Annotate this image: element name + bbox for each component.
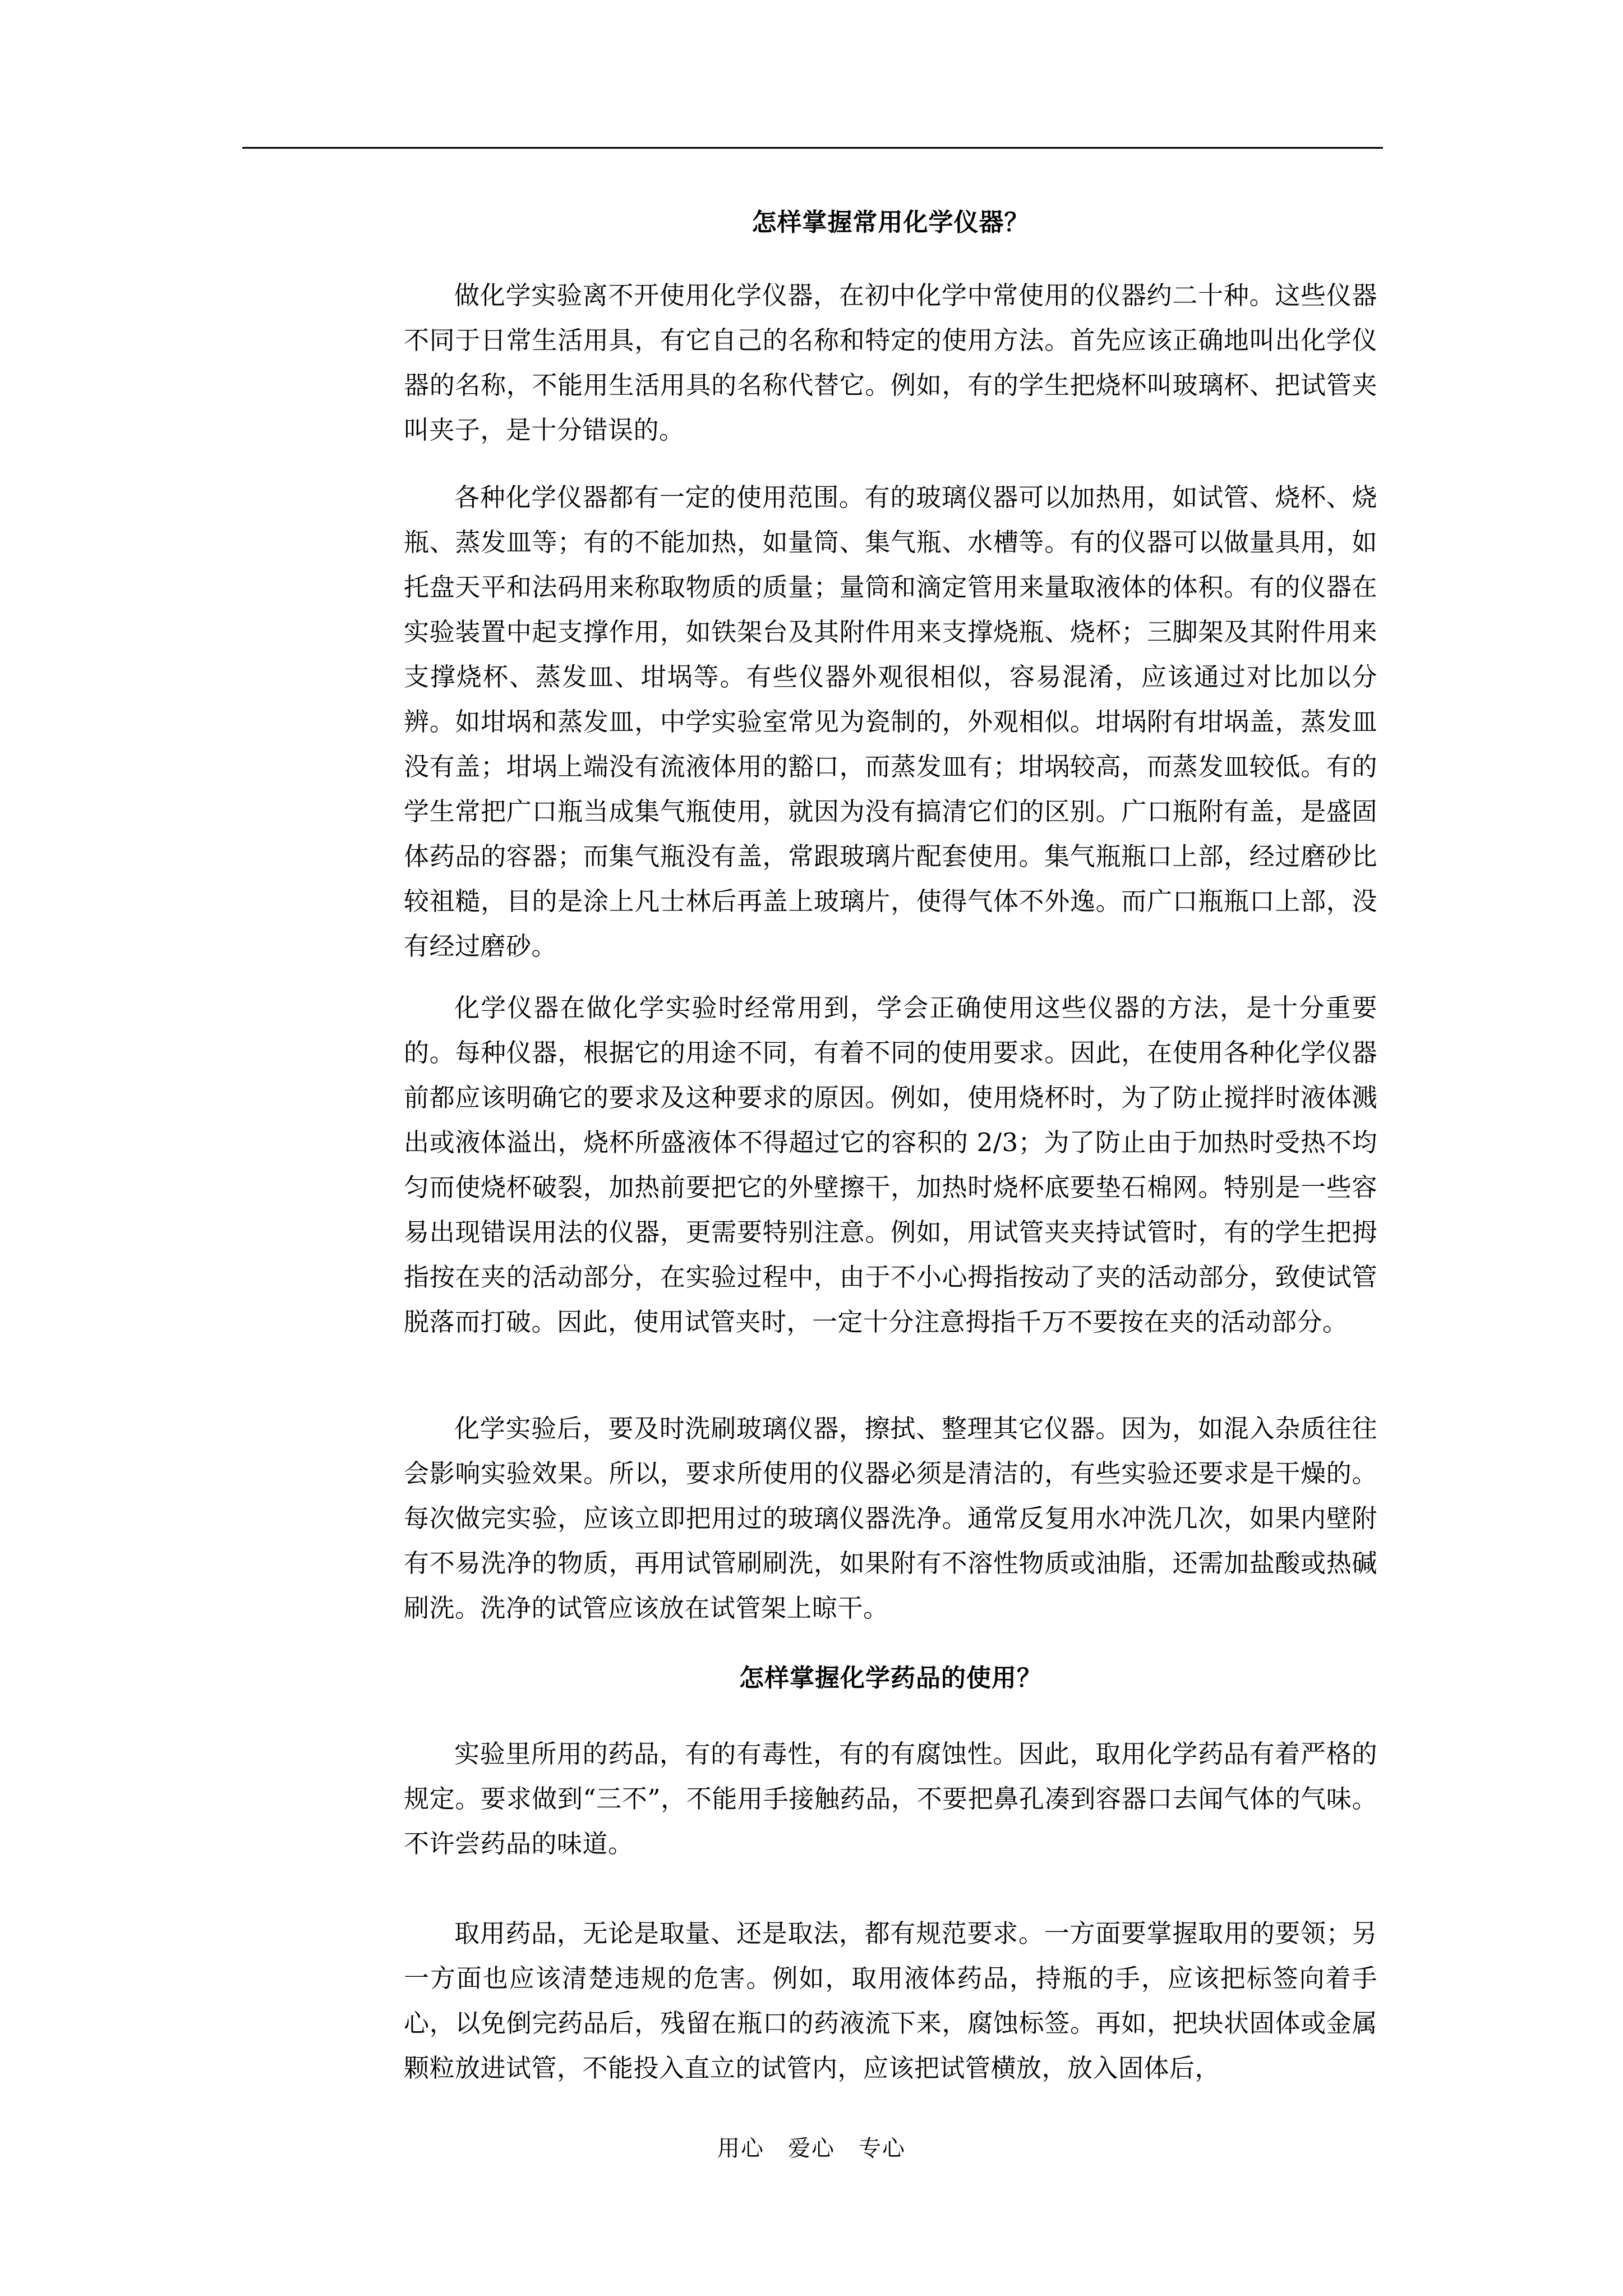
section-title-chemicals: 怎样掌握化学药品的使用？ — [739, 1664, 1042, 1692]
header-rule — [242, 147, 1383, 149]
page-footer: 用心 爱心 专心 — [717, 2136, 906, 2161]
paragraph-instruments-intro: 做化学实验离不开使用化学仪器，在初中化学中常使用的仪器约二十种。这些仪器不同于日常生活用具，有它自己的名称和特定的使用方法。首先应该正确地叫出化学仪器的名称，不能用生活用具的名称代替它。例如，有的学生把烧杯叫玻璃杯、把试管夹叫夹子，是十分错误的。 — [404, 280, 1377, 445]
section-title-instruments: 怎样掌握常用化学仪器？ — [751, 208, 1030, 237]
paragraph-instruments-usage-range: 各种化学仪器都有一定的使用范围。有的玻璃仪器可以加热用，如试管、烧杯、烧瓶、蒸发皿等；有的不能加热，如量筒、集气瓶、水槽等。有的仪器可以做量具用，如托盘天平和法码用来称取物质的质量；量筒和滴定管用来量取液体的体积。有的仪器在实验装置中起支撑作用，如铁架台及其附件用来支撑烧瓶、烧杯；三脚架及其附件用来支撑烧杯、蒸发皿、坩埚等。有些仪器外观很相似，容易混淆，应该通过对比加以分辨。如坩埚和蒸发皿，中学实验室常见为瓷制的，外观相似。坩埚附有坩埚盖，蒸发皿没有盖；坩埚上端没有流液体用的豁口，而蒸发皿有；坩埚较高，而蒸发皿较低。有的学生常把广口瓶当成集气瓶使用，就因为没有搞清它们的区别。广口瓶附有盖，是盛固体药品的容器；而集气瓶没有盖，常跟玻璃片配套使用。集气瓶瓶口上部，经过磨砂比较祖糙，目的是涂上凡士林后再盖上玻璃片，使得气体不外逸。而广口瓶瓶口上部，没有经过磨砂。 — [404, 482, 1377, 961]
paragraph-instruments-correct-use: 化学仪器在做化学实验时经常用到，学会正确使用这些仪器的方法，是十分重要的。每种仪器，根据它的用途不同，有着不同的使用要求。因此，在使用各种化学仪器前都应该明确它的要求及这种要求的原因。例如，使用烧杯时，为了防止搅拌时液体溅出或液体溢出，烧杯所盛液体不得超过它的容积的 2/3；为了防止由于加热时受热不均匀而使烧杯破裂，加热前要把它的外壁擦干，加热时烧杯底要垫石棉网。特别是一些容易出现错误用法的仪器，更需要特别注意。例如，用试管夹夹持试管时，有的学生把拇指按在夹的活动部分，在实验过程中，由于不小心拇指按动了夹的活动部分，致使试管脱落而打破。因此，使用试管夹时，一定十分注意拇指千万不要按在夹的活动部分。 — [404, 993, 1377, 1337]
paragraph-instruments-cleaning: 化学实验后，要及时洗刷玻璃仪器，擦拭、整理其它仪器。因为，如混入杂质往往会影响实验效果。所以，要求所使用的仪器必须是清洁的，有些实验还要求是干燥的。每次做完实验，应该立即把用过的玻璃仪器洗净。通常反复用水冲洗几次，如果内壁附有不易洗净的物质，再用试管刷刷洗，如果附有不溶性物质或油脂，还需加盐酸或热碱刷洗。洗净的试管应该放在试管架上晾干。 — [404, 1414, 1377, 1623]
paragraph-chemicals-safety: 实验里所用的药品，有的有毒性，有的有腐蚀性。因此，取用化学药品有着严格的规定。要求做到“三不”，不能用手接触药品，不要把鼻孔凑到容器口去闻气体的气味。不许尝药品的味道。 — [404, 1739, 1377, 1858]
paragraph-chemicals-handling: 取用药品，无论是取量、还是取法，都有规范要求。一方面要掌握取用的要领；另一方面也应该清楚违规的危害。例如，取用液体药品，持瓶的手，应该把标签向着手心，以免倒完药品后，残留在瓶口的药液流下来，腐蚀标签。再如，把块状固体或金属颗粒放进试管，不能投入直立的试管内，应该把试管横放，放入固体后， — [404, 1918, 1377, 2083]
